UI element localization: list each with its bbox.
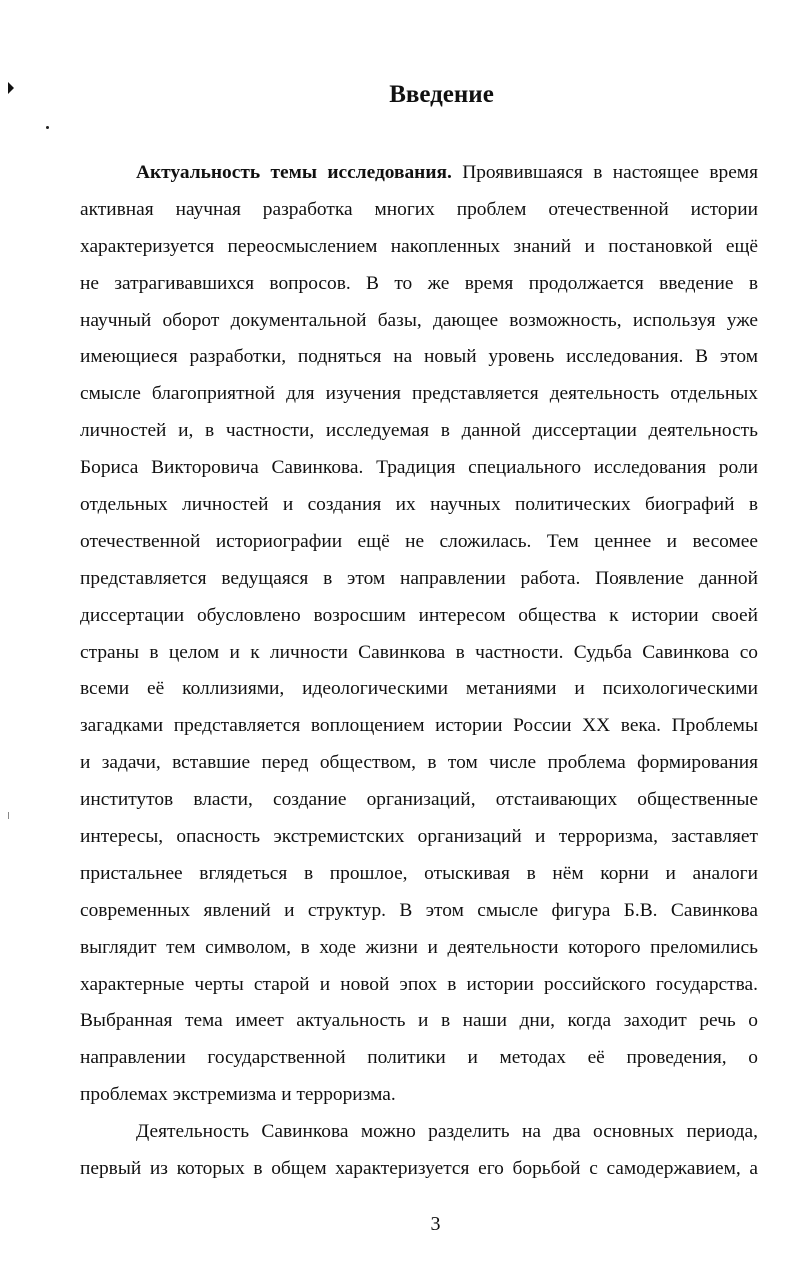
paragraph-line: первый из которых в общем характеризуется его борьбой с самодержавием, а <box>80 1158 758 1180</box>
paragraph-line: отдельных личностей и создания их научных политических биографий в <box>80 494 758 516</box>
body-text <box>80 155 758 1188</box>
paragraph-line: Деятельность Савинкова можно разделить на два основных периода, <box>136 1121 758 1143</box>
paragraph-line: активная научная разработка многих проблем отечественной истории <box>80 198 758 220</box>
paragraph-line: направлении государственной политики и методах её проведения, о <box>80 1047 758 1069</box>
paragraph-line: отечественной историографии ещё не сложилась. Тем ценнее и весомее <box>80 530 758 552</box>
paragraph-line: Актуальность темы исследования. Проявившаяся в настоящее время <box>136 162 758 183</box>
paragraph-line: выглядит тем символом, в ходе жизни и деятельности которого преломились <box>80 936 758 958</box>
paragraph-line: имеющиеся разработки, подняться на новый уровень исследования. В этом <box>80 346 758 368</box>
page-title: Введение <box>389 81 494 108</box>
scan-speck <box>8 812 9 819</box>
paragraph-lead-heading: Актуальность темы исследования. <box>136 162 452 183</box>
paragraph-line: диссертации обусловлено возросшим интересом общества к истории своей <box>80 604 758 626</box>
paragraph-line: современных явлений и структур. В этом смысле фигура Б.В. Савинкова <box>80 899 758 921</box>
paragraph-line: интересы, опасность экстремистских организаций и терроризма, заставляет <box>80 826 758 848</box>
paragraph-line: характерные черты старой и новой эпох в истории российского государства. <box>80 973 758 995</box>
paragraph-line: личностей и, в частности, исследуемая в данной диссертации деятельность <box>80 420 758 442</box>
paragraph-line: смысле благоприятной для изучения представляется деятельность отдельных <box>80 383 758 405</box>
paragraph-line: и задачи, вставшие перед обществом, в том числе проблема формирования <box>80 752 758 774</box>
paragraph-line: Выбранная тема имеет актуальность и в наши дни, когда заходит речь о <box>80 1010 758 1032</box>
paragraph-line: Бориса Викторовича Савинкова. Традиция специального исследования роли <box>80 457 758 479</box>
paragraph-line: загадками представляется воплощением истории России XX века. Проблемы <box>80 715 758 737</box>
paragraph-line: пристальнее вглядеться в прошлое, отыскивая в нём корни и аналоги <box>80 862 758 884</box>
page-number: 3 <box>430 1213 441 1235</box>
scan-speck <box>46 126 49 129</box>
paragraph-line: институтов власти, создание организаций, отстаивающих общественные <box>80 789 758 811</box>
paragraph-line: научный оборот документальной базы, дающее возможность, используя уже <box>80 309 758 331</box>
paragraph-line: представляется ведущаяся в этом направлении работа. Появление данной <box>80 567 758 589</box>
paragraph-line: не затрагивавшихся вопросов. В то же время продолжается введение в <box>80 272 758 294</box>
paragraph-line: характеризуется переосмыслением накопленных знаний и постановкой ещё <box>80 235 758 257</box>
paragraph-line: проблемах экстремизма и терроризма. <box>80 1084 396 1106</box>
paragraph-line: всеми её коллизиями, идеологическими метаниями и психологическими <box>80 678 758 700</box>
paragraph-line: страны в целом и к личности Савинкова в частности. Судьба Савинкова со <box>80 641 758 663</box>
